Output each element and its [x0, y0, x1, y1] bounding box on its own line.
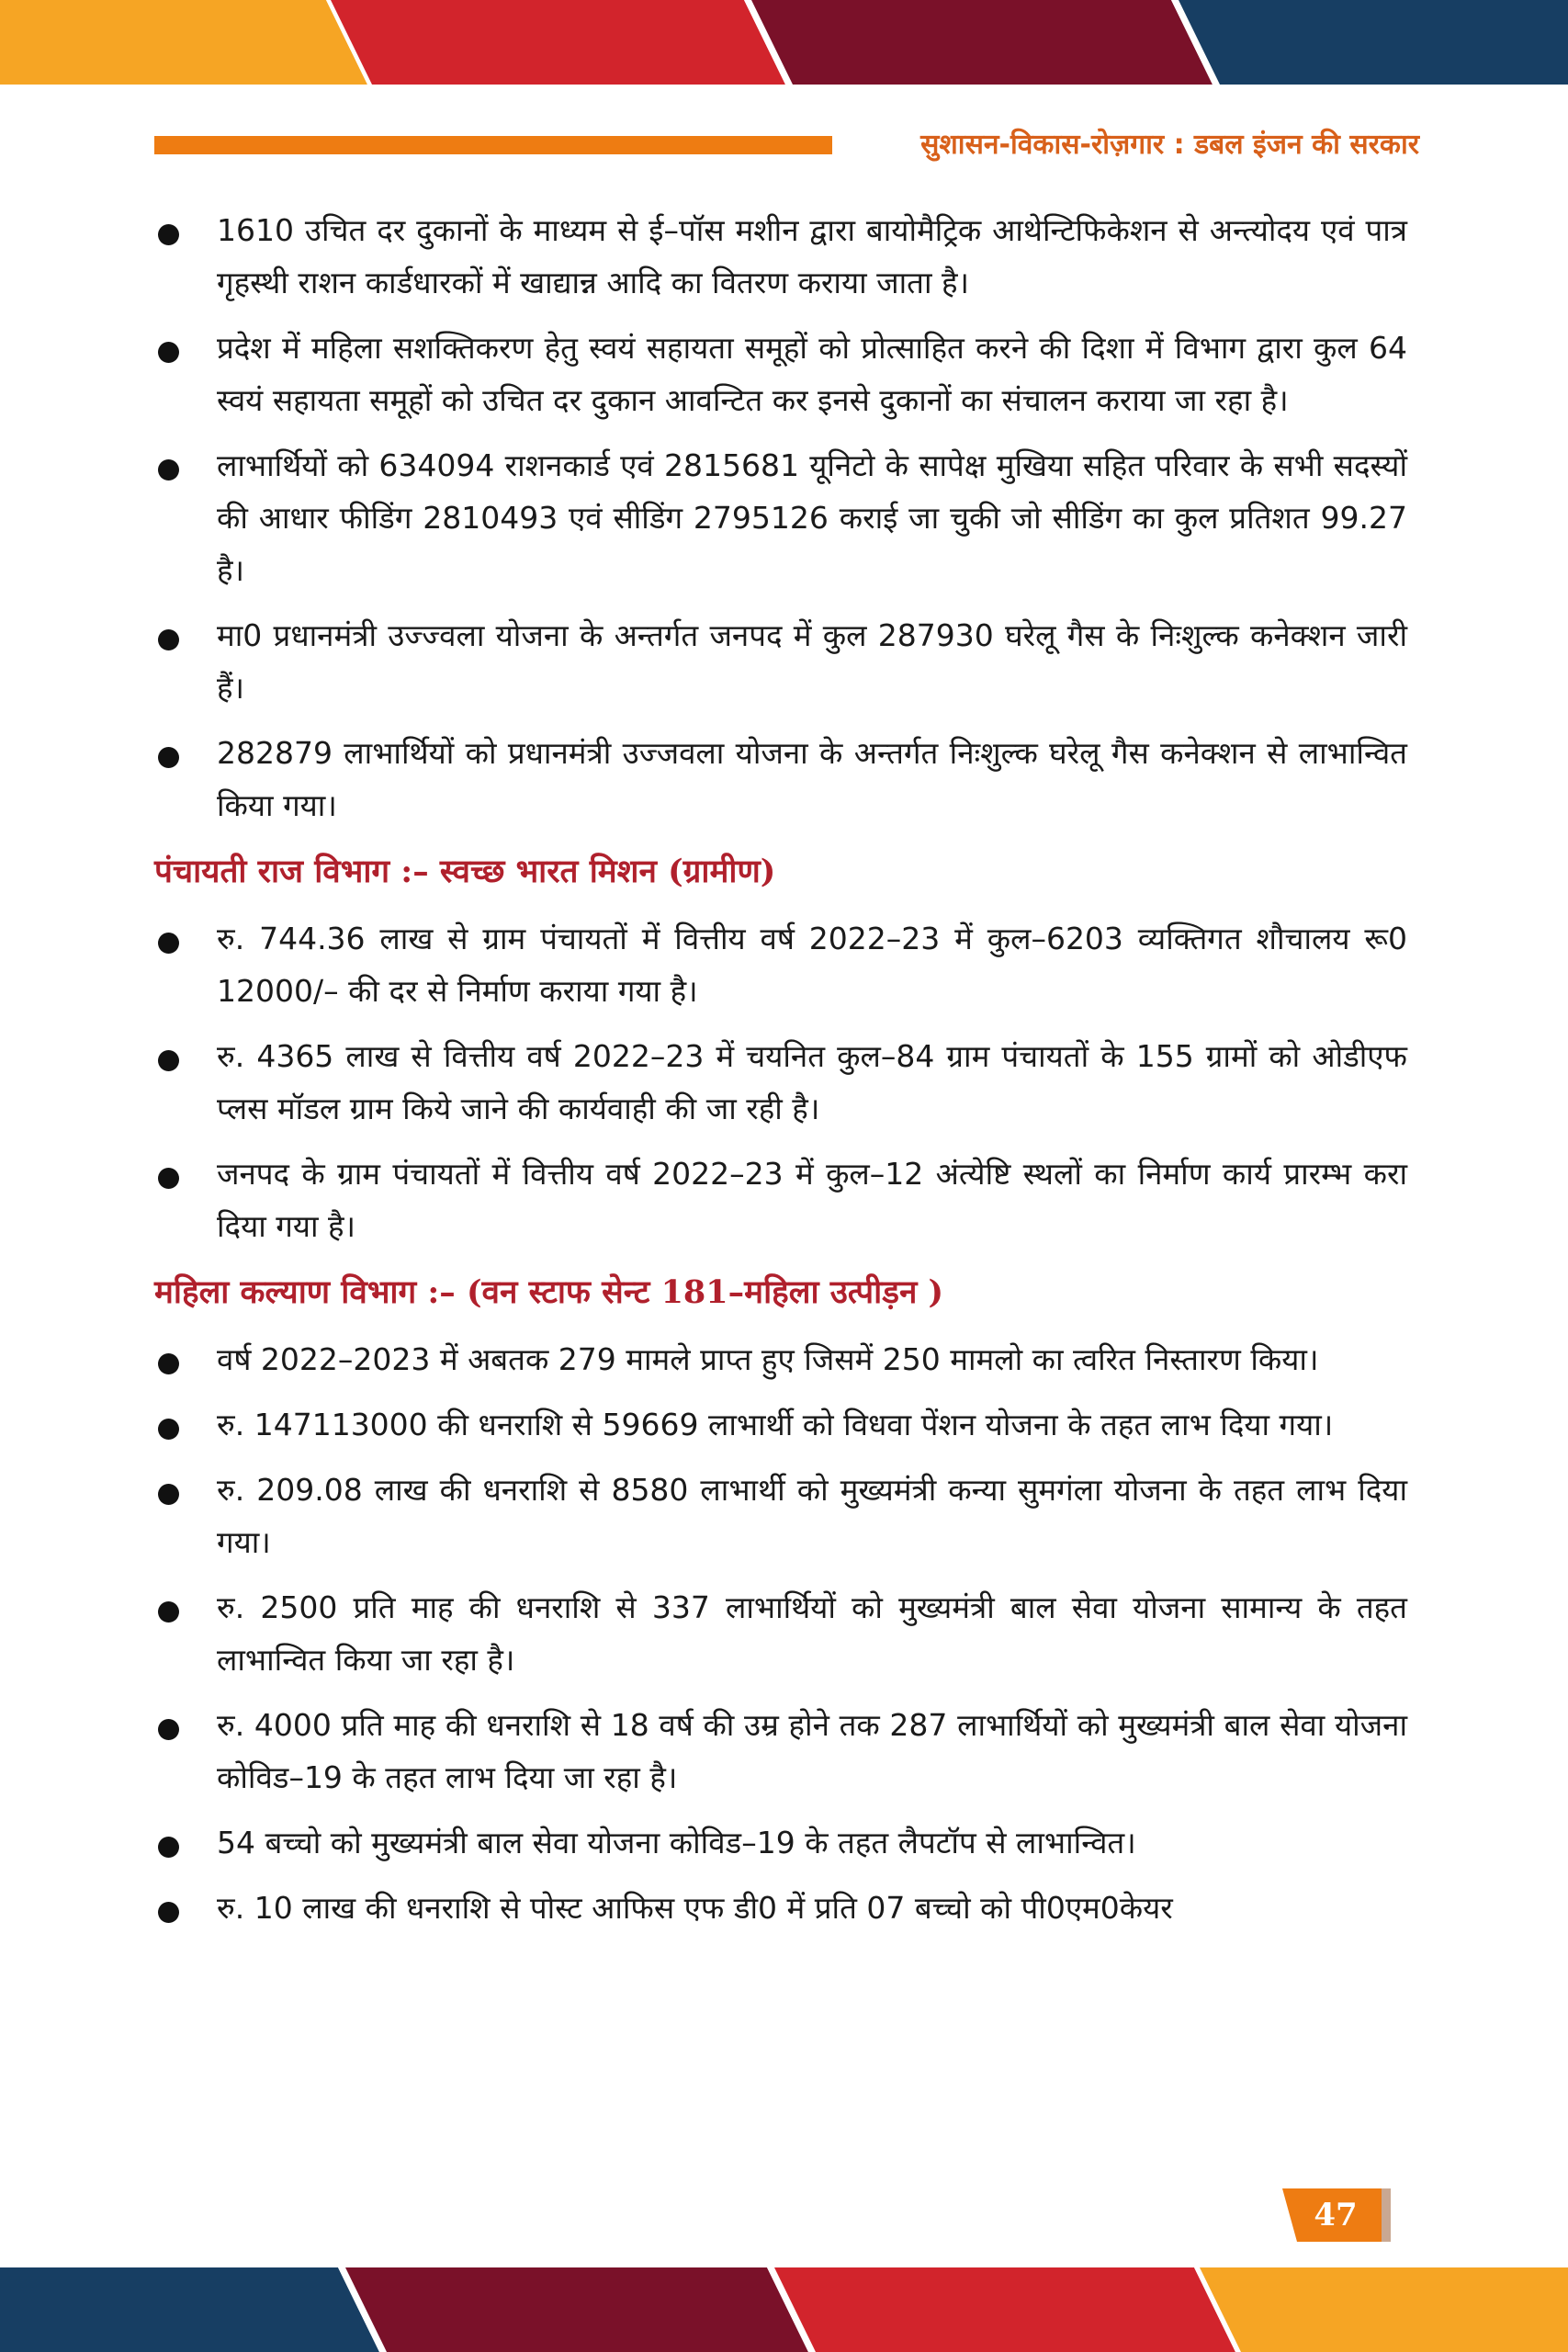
bullet-icon [158, 1902, 179, 1923]
bullet-icon [158, 342, 179, 363]
bottom-color-band [0, 2267, 1568, 2352]
bullet-icon [158, 1719, 179, 1740]
page-content [154, 204, 1407, 1947]
list-item: मा0 प्रधानमंत्री उज्ज्वला योजना के अन्तर्गत जनपद में कुल 287930 घरेलू गैस के निःशुल्क कनेक्शन जारी हैं। [154, 609, 1407, 714]
bullet-icon [158, 1837, 179, 1858]
bullet-icon [158, 1601, 179, 1623]
list-item: रु. 4365 लाख से वित्तीय वर्ष 2022–23 में चयनित कुल–84 ग्राम पंचायतों के 155 ग्रामों को ओडीएफ प्लस मॉडल ग्राम किये जाने की कार्यवाही की जा रही है। [154, 1030, 1407, 1135]
bullet-icon [158, 459, 179, 481]
list-item: प्रदेश में महिला सशक्तिकरण हेतु स्वयं सहायता समूहों को प्रोत्साहित करने की दिशा में विभाग द्वारा कुल 64 स्वयं सहायता समूहों को उचित दर दुकान आवन्टित कर इनसे दुकानों का संचालन कराया जा रहा है। [154, 322, 1407, 426]
bullet-icon [158, 1419, 179, 1440]
bullet-icon [158, 933, 179, 954]
header-title: सुशासन-विकास-रोज़गार : डबल इंजन की सरकार [920, 129, 1419, 161]
page-number-tag [1282, 2188, 1391, 2242]
list-item: रु. 147113000 की धनराशि से 59669 लाभार्थी को विधवा पेंशन योजना के तहत लाभ दिया गया। [154, 1398, 1407, 1451]
list-item: रु. 2500 प्रति माह की धनराशि से 337 लाभार्थियों को मुख्यमंत्री बाल सेवा योजना सामान्य के तहत लाभान्वित किया जा रहा है। [154, 1581, 1407, 1686]
bullet-icon [158, 1484, 179, 1505]
bullet-icon [158, 1168, 179, 1189]
list-item: 282879 लाभार्थियों को प्रधानमंत्री उज्जवला योजना के अन्तर्गत निःशुल्क घरेलू गैस कनेक्शन से लाभान्वित किया गया। [154, 727, 1407, 831]
section-heading-mahila: महिला कल्याण विभाग :– (वन स्टाफ सेन्ट 181–महिला उत्पीड़न ) [154, 1273, 944, 1311]
list-item: 54 बच्चो को मुख्यमंत्री बाल सेवा योजना कोविड–19 के तहत लैपटॉप से लाभान्वित। [154, 1816, 1407, 1869]
top-color-band [0, 0, 1568, 85]
bullet-icon [158, 1050, 179, 1071]
bullet-icon [158, 224, 179, 245]
list-item: जनपद के ग्राम पंचायतों में वित्तीय वर्ष 2022–23 में कुल–12 अंत्येष्टि स्थलों का निर्माण कार्य प्रारम्भ करा दिया गया है। [154, 1148, 1407, 1252]
list-item: रु. 4000 प्रति माह की धनराशि से 18 वर्ष की उम्र होने तक 287 लाभार्थियों को मुख्यमंत्री बाल सेवा योजना कोविड–19 के तहत लाभ दिया जा रहा है। [154, 1699, 1407, 1804]
section-heading-panchayat: पंचायती राज विभाग :– स्वच्छ भारत मिशन (ग्रामीण) [154, 853, 776, 890]
list-item: 1610 उचित दर दुकानों के माध्यम से ई–पॉस मशीन द्वारा बायोमैट्रिक आथेन्टिफिकेशन से अन्त्योदय एवं पात्र गृहस्थी राशन कार्डधारकों में खाद्यान्न आदि का वितरण कराया जाता है। [154, 204, 1407, 309]
bullet-icon [158, 747, 179, 768]
list-item: रु. 744.36 लाख से ग्राम पंचायतों में वित्तीय वर्ष 2022–23 में कुल–6203 व्यक्तिगत शौचालय रू0 12000/– की दर से निर्माण कराया गया है। [154, 912, 1407, 1017]
list-item: रु. 209.08 लाख की धनराशि से 8580 लाभार्थी को मुख्यमंत्री कन्या सुमगंला योजना के तहत लाभ दिया गया। [154, 1464, 1407, 1568]
header-rule [154, 136, 832, 154]
bullet-icon [158, 1353, 179, 1374]
list-item: वर्ष 2022–2023 में अबतक 279 मामले प्राप्त हुए जिसमें 250 मामलो का त्वरित निस्तारण किया। [154, 1333, 1407, 1385]
page-number: 47 [1314, 2197, 1358, 2233]
bullet-icon [158, 629, 179, 650]
list-item: रु. 10 लाख की धनराशि से पोस्ट आफिस एफ डी0 में प्रति 07 बच्चो को पी0एम0केयर [154, 1882, 1407, 1934]
list-item: लाभार्थियों को 634094 राशनकार्ड एवं 2815681 यूनिटो के सापेक्ष मुखिया सहित परिवार के सभी सदस्यों की आधार फीडिंग 2810493 एवं सीडिंग 2795126 कराई जा चुकी जो सीडिंग का कुल प्रतिशत 99.27 है। [154, 439, 1407, 596]
